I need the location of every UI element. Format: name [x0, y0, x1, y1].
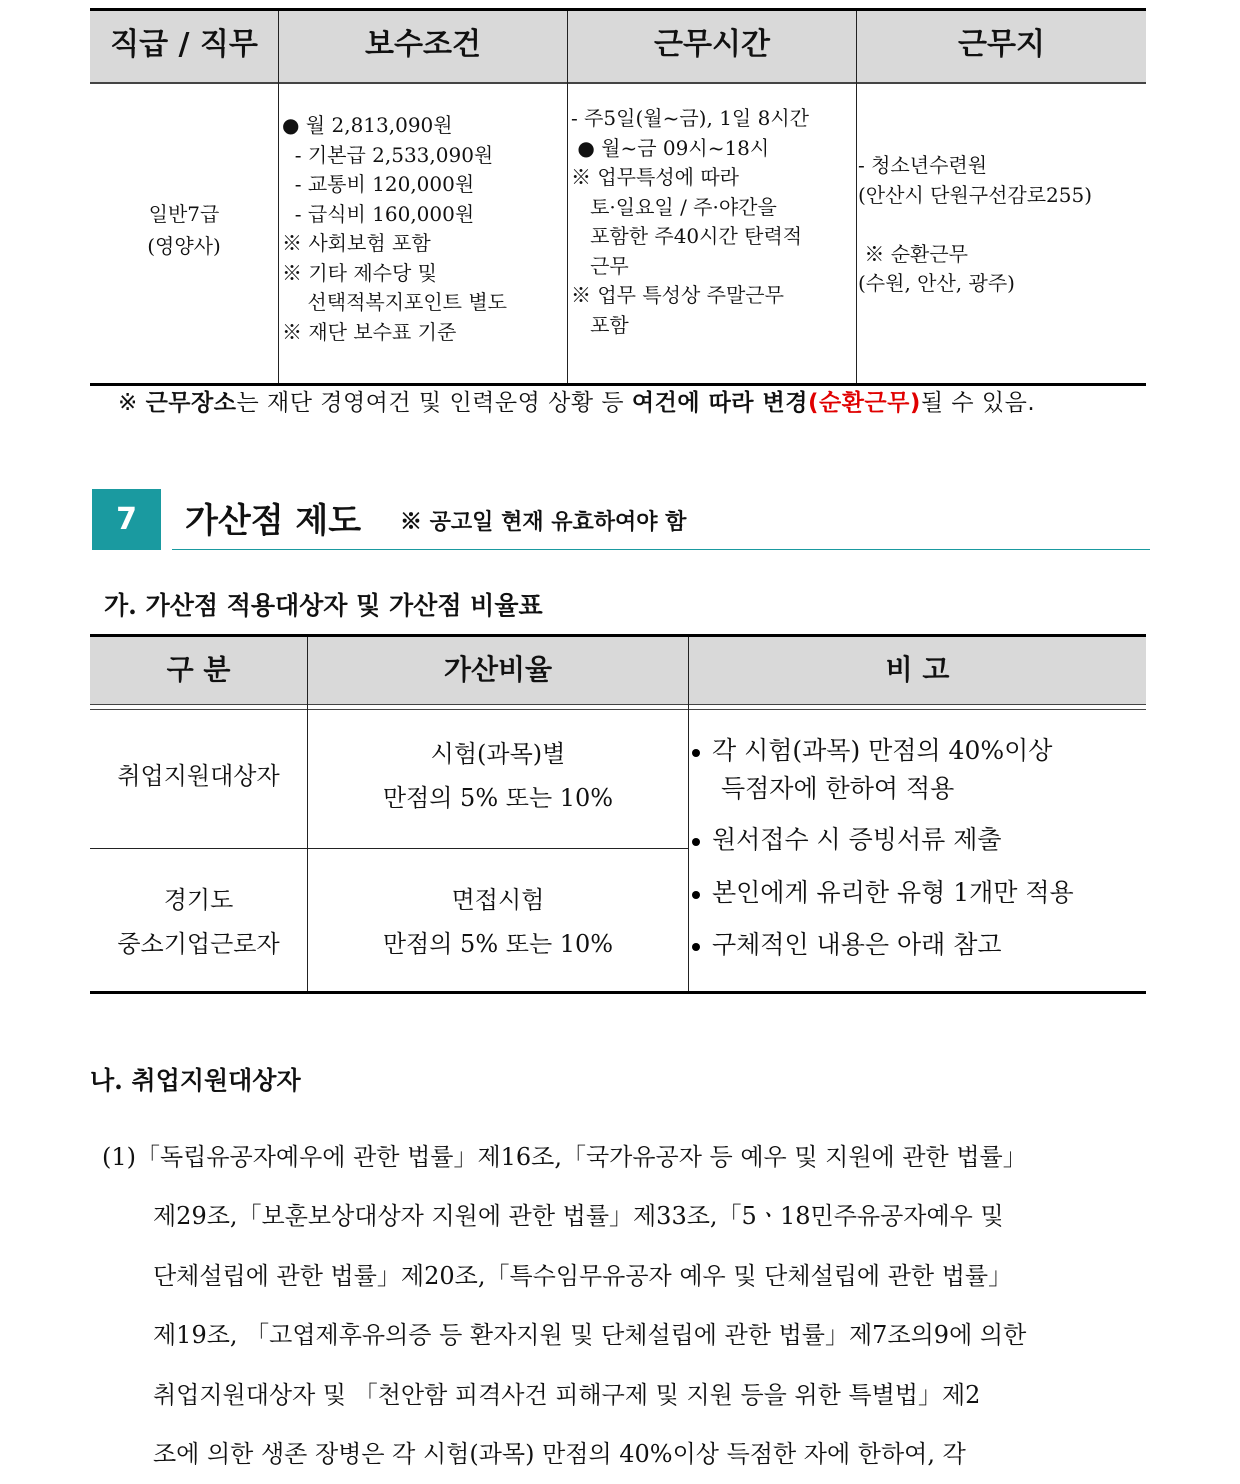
- paragraph-line: (1)「독립유공자예우에 관한 법률」제16조,「국가유공자 등 예우 및 지원에 관한 법률」: [102, 1143, 1027, 1171]
- table-bottom-border: [90, 991, 1146, 994]
- notice-bold-change: 여건에 따라 변경: [631, 390, 808, 416]
- ratio-line: 시험(과목)별: [430, 740, 566, 768]
- column-divider: [278, 11, 279, 383]
- remark-item: [692, 874, 1074, 912]
- column-divider: [567, 11, 568, 383]
- place-line: (수원, 안산, 광주): [858, 271, 1015, 295]
- notice-text: 는 재단 경영여건 및 인력운영 상황 등: [236, 390, 632, 416]
- remark-text: 각 시험(과목) 만점의 40%이상: [712, 736, 1053, 765]
- table-row-ratio: [308, 878, 688, 966]
- hours-line: ※ 업무 특성상 주말근무: [571, 283, 784, 307]
- workplace-notice: [118, 384, 1035, 417]
- pay-line: ※ 사회보험 포함: [282, 231, 431, 255]
- hours-line: 토·일요일 / 주·야간을: [571, 194, 777, 219]
- header-pay: 보수조건: [365, 27, 481, 62]
- notice-mark: ※: [118, 390, 146, 416]
- bullet-icon: [692, 749, 700, 757]
- hours-line: 근무: [571, 253, 629, 278]
- header-place: 근무지: [958, 27, 1045, 62]
- table-header-row: [90, 11, 1146, 84]
- table-row-ratio: [308, 732, 688, 820]
- hours-line: ● 월~금 09시~18시: [571, 135, 770, 160]
- remark-text: 구체적인 내용은 아래 참고: [712, 930, 1002, 959]
- header-double-border: [90, 704, 1146, 710]
- ratio-line: 만점의 5% 또는 10%: [382, 930, 614, 958]
- header-grade: 직급 / 직무: [110, 27, 258, 62]
- pay-line: ● 월 2,813,090원: [282, 113, 453, 137]
- hours-cell: [571, 104, 809, 340]
- header-remarks: 비 고: [885, 653, 950, 686]
- paragraph-line: 단체설립에 관한 법률」제20조,「특수임무유공자 예우 및 단체설립에 관한 법률」: [153, 1262, 1013, 1290]
- grade-title: 일반7급: [148, 202, 220, 226]
- notice-rotation: (순환근무): [807, 390, 921, 416]
- category-line: 중소기업근로자: [117, 930, 280, 958]
- place-line: (안산시 단원구선감로255): [858, 182, 1093, 207]
- remark-item-continued: 득점자에 한하여 적용: [721, 774, 955, 803]
- ratio-line: 면접시험: [451, 886, 545, 914]
- header-category: 구 분: [166, 653, 231, 686]
- paragraph-line: 제19조, 「고엽제후유의증 등 환자지원 및 단체설립에 관한 법률」제7조의9에 의한: [153, 1321, 1027, 1349]
- grade-role: (영양사): [147, 234, 221, 258]
- category-line: 경기도: [163, 886, 234, 914]
- bullet-icon: [692, 891, 700, 899]
- notice-text-end: 될 수 있음.: [920, 390, 1036, 416]
- remark-item: [692, 926, 1002, 964]
- pay-line: - 기본급 2,533,090원: [282, 142, 494, 167]
- pay-line: 선택적복지포인트 별도: [282, 290, 507, 314]
- remark-item: [692, 732, 1052, 770]
- subheading-ga: 가. 가산점 적용대상자 및 가산점 비율표: [104, 591, 543, 620]
- section-title: 가산점 제도: [185, 501, 362, 541]
- section-underline: [172, 549, 1150, 550]
- bonus-points-table: [90, 634, 1146, 996]
- place-spacer: [858, 210, 1092, 240]
- place-cell: [858, 151, 1092, 299]
- pay-line: - 교통비 120,000원: [282, 172, 475, 196]
- pay-cell: [282, 111, 507, 347]
- notice-bold-workplace: 근무장소: [145, 390, 237, 416]
- place-line: ※ 순환근무: [858, 241, 968, 266]
- pay-line: ※ 재단 보수표 기준: [282, 319, 457, 344]
- employment-conditions-table: [90, 8, 1146, 386]
- hours-line: 포함한 주40시간 탄력적: [571, 224, 803, 248]
- paragraph-line: 조에 의한 생존 장병은 각 시험(과목) 만점의 40%이상 득점한 자에 한하여, 각: [153, 1440, 966, 1468]
- hours-line: - 주5일(월~금), 1일 8시간: [571, 106, 809, 130]
- hours-line: 포함: [571, 312, 629, 337]
- header-hours: 근무시간: [654, 27, 770, 62]
- bullet-icon: [692, 943, 700, 951]
- subheading-na: 나. 취업지원대상자: [90, 1066, 301, 1095]
- pay-line: - 급식비 160,000원: [282, 201, 475, 226]
- header-ratio: 가산비율: [443, 653, 553, 686]
- row-divider: [90, 848, 688, 849]
- grade-cell: [90, 198, 278, 262]
- remark-text: 원서접수 시 증빙서류 제출: [712, 825, 1002, 854]
- remark-item: [692, 821, 1002, 859]
- remark-text: 본인에게 유리한 유형 1개만 적용: [712, 878, 1074, 907]
- table-row-category: [90, 878, 307, 966]
- pay-line: ※ 기타 제수당 및: [282, 260, 437, 285]
- table-row-category: 취업지원대상자: [117, 762, 280, 790]
- bullet-icon: [692, 838, 700, 846]
- ratio-line: 만점의 5% 또는 10%: [382, 784, 614, 812]
- table-header-row: [90, 637, 1146, 704]
- paragraph-line: 취업지원대상자 및 「천안함 피격사건 피해구제 및 지원 등을 위한 특별법」제2: [153, 1381, 981, 1409]
- place-line: - 청소년수련원: [858, 153, 988, 177]
- paragraph-line: 제29조,「보훈보상대상자 지원에 관한 법률」제33조,「5ㆍ18민주유공자예우 및: [153, 1202, 1004, 1230]
- section-number-badge: 7: [92, 489, 161, 550]
- column-divider: [856, 11, 857, 383]
- column-divider: [688, 637, 689, 991]
- hours-line: ※ 업무특성에 따라: [571, 165, 739, 189]
- section-subtitle: ※ 공고일 현재 유효하여야 함: [400, 509, 687, 535]
